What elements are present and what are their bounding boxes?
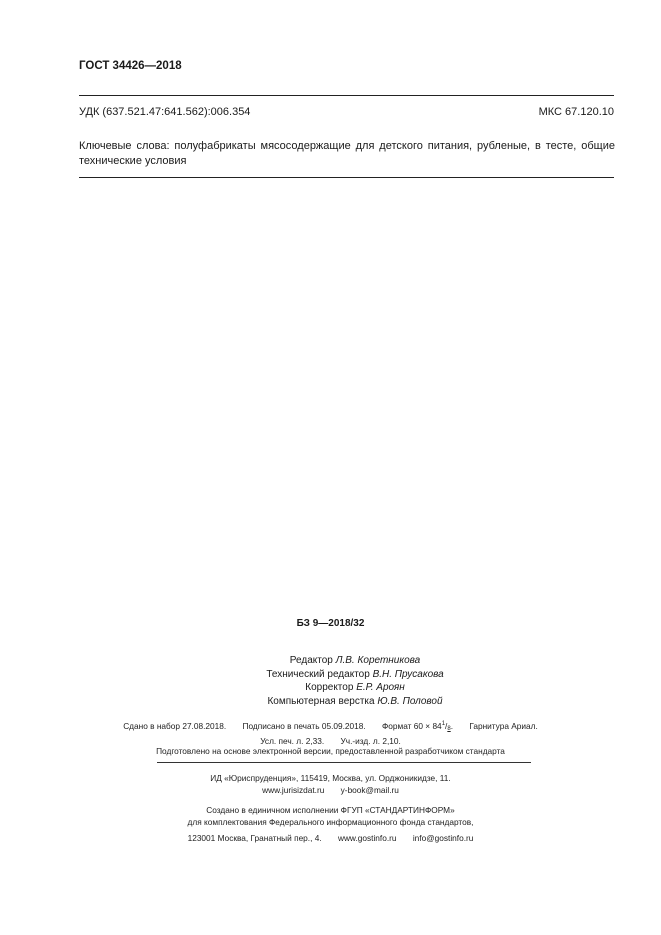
- credit-role: Редактор: [289, 655, 333, 666]
- created-address: 123001 Москва, Гранатный пер., 4.: [187, 833, 322, 843]
- credit-name: Ю.В. Половой: [377, 695, 443, 707]
- keywords-line-2: технические условия: [79, 155, 187, 167]
- credit-layout: [240, 695, 470, 709]
- keywords-line-1: Ключевые слова: полуфабрикаты мясосодержащие для детского питания, рубленые, в тесте, общие: [79, 140, 615, 152]
- credit-editor: [240, 654, 470, 668]
- created-block: [0, 804, 661, 844]
- edition-sheets: Уч.-изд. л. 2,10.: [340, 736, 401, 746]
- publisher-email: y-book@mail.ru: [340, 785, 399, 795]
- printed-sheets: Усл. печ. л. 2,33.: [260, 736, 325, 746]
- publisher-block: [0, 772, 661, 796]
- signed-date: Подписано в печать 05.09.2018.: [242, 721, 366, 731]
- credit-name: В.Н. Прусакова: [372, 668, 444, 680]
- keywords-divider: [79, 177, 614, 178]
- created-line-1: Создано в единичном исполнении ФГУП «СТАНДАРТИНФОРМ»: [206, 805, 455, 815]
- created-site: www.gostinfo.ru: [337, 833, 397, 843]
- header-divider: [79, 95, 614, 96]
- credit-role: Корректор: [305, 682, 354, 693]
- sent-date: Сдано в набор 27.08.2018.: [123, 721, 227, 731]
- print-format: Формат $60 \times 84^1/_8$.: [381, 721, 453, 732]
- gost-number: ГОСТ 34426—2018: [79, 60, 182, 72]
- prepared-note: Подготовлено на основе электронной версии, предоставленной разработчиком стандарта: [156, 746, 505, 756]
- typeface: Гарнитура Ариал.: [469, 721, 538, 731]
- credit-tech-editor: [240, 668, 470, 682]
- mks-code: МКС 67.120.10: [538, 106, 614, 118]
- credits-block: [240, 654, 470, 708]
- credit-name: Е.Р. Ароян: [356, 682, 405, 693]
- created-line-2: для комплектования Федерального информационного фонда стандартов,: [187, 817, 474, 827]
- credit-name: Л.В. Коретникова: [335, 655, 421, 666]
- publisher-line-1: ИД «Юриспруденция», 115419, Москва, ул. Орджоникидзе, 11.: [210, 773, 451, 783]
- keywords-block: [79, 139, 615, 169]
- credit-proofreader: [240, 681, 470, 695]
- credit-role: Компьютерная верстка: [267, 695, 375, 707]
- created-line-3: [0, 832, 661, 844]
- print-info: [0, 718, 661, 747]
- bz-number: БЗ 9—2018/32: [296, 618, 365, 629]
- created-email: info@gostinfo.ru: [412, 833, 474, 843]
- print-info-line-1: [0, 718, 661, 735]
- credit-role: Технический редактор: [266, 668, 370, 680]
- imprint-divider: [157, 762, 531, 763]
- udk-code: УДК (637.521.47:641.562):006.354: [79, 106, 251, 118]
- publisher-site: www.jurisizdat.ru: [262, 785, 325, 795]
- publisher-line-2: [0, 784, 661, 796]
